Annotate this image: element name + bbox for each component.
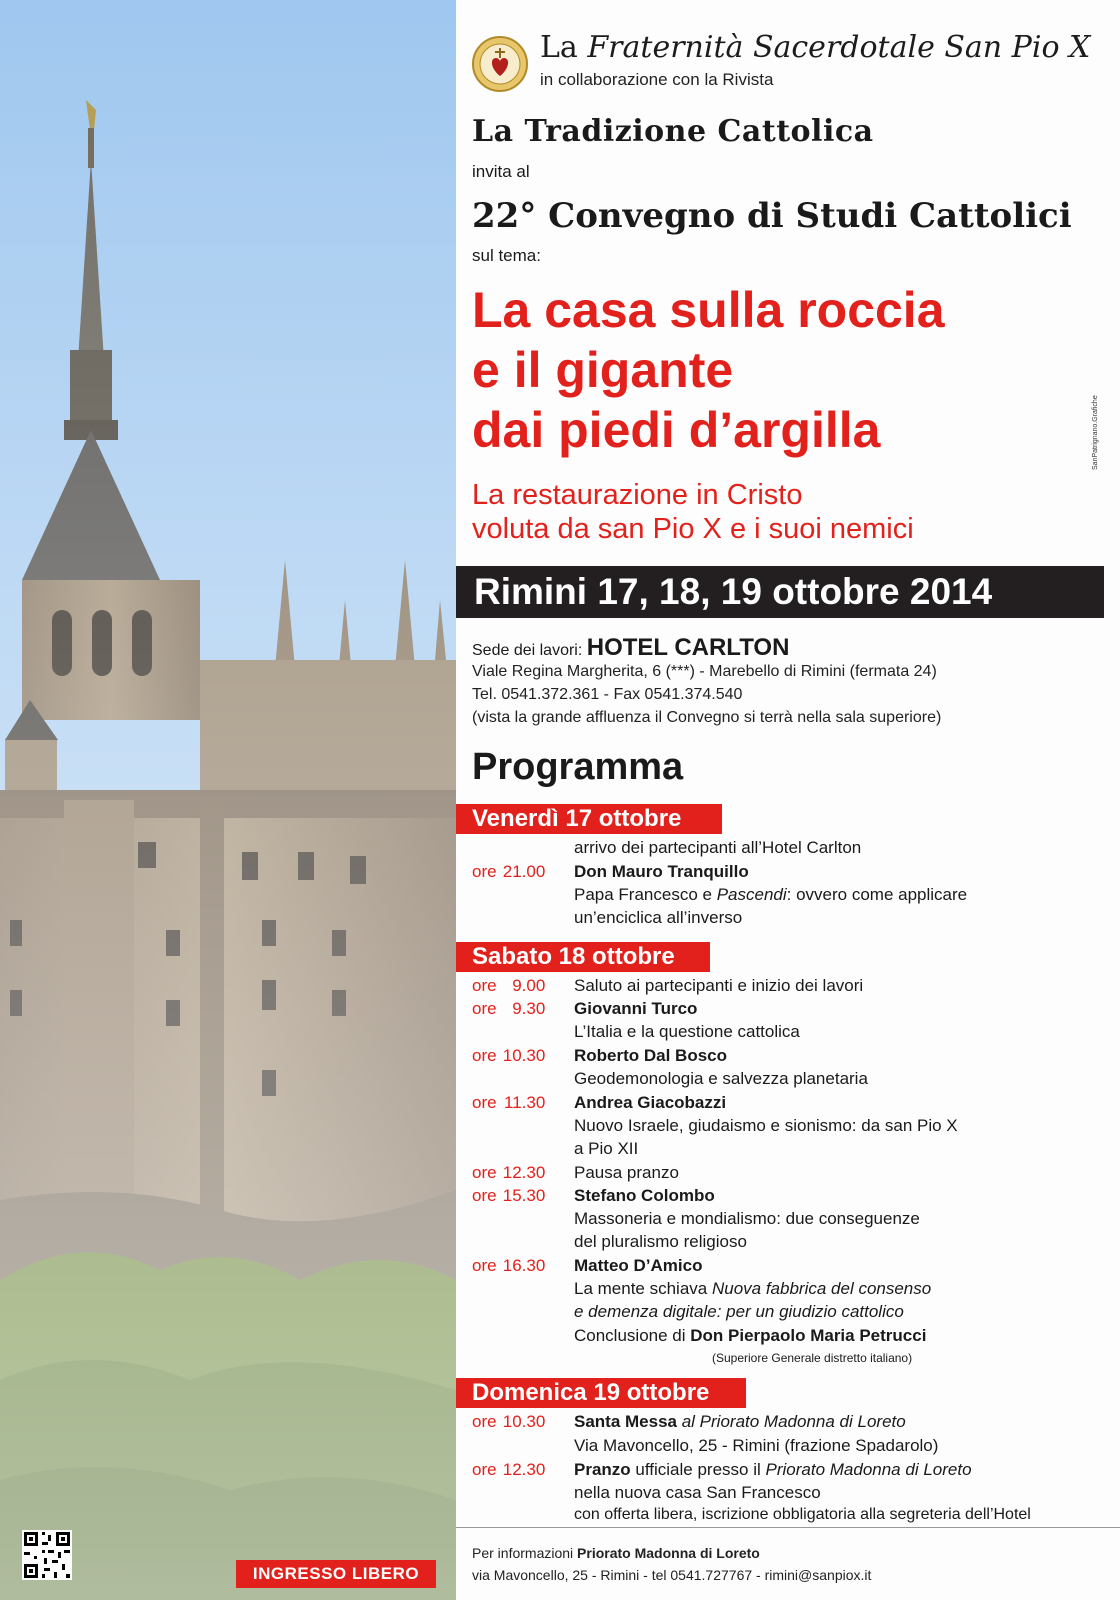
conclusion: Conclusione di Don Pierpaolo Maria Petrucci — [574, 1326, 927, 1345]
venue-phones: Tel. 0541.372.361 - Fax 0541.374.540 — [472, 686, 743, 703]
event-name: 22° Convegno di Studi Cattolici — [472, 196, 1072, 236]
footer-divider — [456, 1527, 1120, 1528]
time-label: ore 9.30 — [472, 999, 546, 1018]
seal-icon — [472, 36, 528, 92]
speaker-name: Stefano Colombo — [574, 1186, 715, 1205]
talk-title: Nuovo Israele, giudaismo e sionismo: da san Pio X — [574, 1116, 958, 1135]
speaker-name: Roberto Dal Bosco — [574, 1046, 728, 1065]
qr-code-icon[interactable] — [22, 1530, 72, 1580]
program-item: Pausa pranzo — [574, 1163, 679, 1182]
program-item: Pranzo ufficiale presso il Priorato Madonna di Loreto — [574, 1460, 972, 1479]
program-detail: con offerta libera, iscrizione obbligatoria alla segreteria dell’Hotel — [574, 1506, 1031, 1523]
title-line: La casa sulla roccia — [472, 282, 945, 338]
program-title: Programma — [472, 746, 684, 788]
time-label: ore 21.00 — [472, 862, 546, 881]
time-label: ore 10.30 — [472, 1412, 546, 1431]
venue-name: HOTEL CARLTON — [586, 634, 790, 661]
footer-info: Per informazioni Priorato Madonna di Loreto — [472, 1545, 760, 1561]
title-line: e il gigante — [472, 342, 734, 398]
entry-badge: INGRESSO LIBERO — [236, 1560, 436, 1588]
program-detail: nella nuova casa San Francesco — [574, 1483, 821, 1502]
venue-address: Viale Regina Margherita, 6 (***) - Marebello di Rimini (fermata 24) — [472, 663, 937, 680]
organization-prefix: La — [540, 30, 578, 65]
talk-title: del pluralismo religioso — [574, 1232, 747, 1251]
time-label: ore 9.00 — [472, 976, 546, 995]
time-label: ore 12.30 — [472, 1163, 546, 1182]
time-label: ore 10.30 — [472, 1046, 546, 1065]
speaker-name: Don Mauro Tranquillo — [574, 862, 749, 881]
day-saturday: Sabato 18 ottobre — [456, 942, 710, 972]
time-label: ore 16.30 — [472, 1256, 546, 1275]
organization-name — [540, 30, 1090, 65]
venue-row — [472, 634, 789, 662]
right-column — [456, 0, 1120, 1600]
day-friday: Venerdì 17 ottobre — [456, 804, 722, 834]
speaker-name: Andrea Giacobazzi — [574, 1093, 727, 1112]
program-item: arrivo dei partecipanti all’Hotel Carlton — [574, 838, 862, 857]
date-band: Rimini 17, 18, 19 ottobre 2014 — [456, 566, 1104, 618]
subtitle-line: La restaurazione in Cristo — [472, 479, 803, 511]
organization-title: Fraternità Sacerdotale San Pio X — [587, 30, 1091, 65]
topic-intro: sul tema: — [472, 246, 541, 265]
main-title — [472, 280, 945, 460]
talk-title: Massoneria e mondialismo: due conseguenze — [574, 1209, 920, 1228]
speaker-name: Matteo D’Amico — [574, 1256, 703, 1275]
conclusion-note: (Superiore Generale distretto italiano) — [712, 1351, 913, 1365]
venue-label: Sede dei lavori: — [472, 642, 583, 659]
invite-text: invita al — [472, 162, 530, 181]
subtitle-line: voluta da san Pio X e i suoi nemici — [472, 513, 914, 545]
talk-title: Geodemonologia e salvezza planetaria — [574, 1069, 868, 1088]
time-label: ore 11.30 — [472, 1093, 546, 1112]
side-credit: SanPatrignano.Grafiche — [1092, 395, 1099, 470]
day-sunday: Domenica 19 ottobre — [456, 1378, 746, 1408]
talk-title: a Pio XII — [574, 1139, 639, 1158]
talk-title: e demenza digitale: per un giudizio cattolico — [574, 1302, 904, 1321]
title-line: dai piedi d’argilla — [472, 402, 881, 458]
talk-title: un’enciclica all’inverso — [574, 908, 743, 927]
time-label: ore 12.30 — [472, 1460, 546, 1479]
venue-note: (vista la grande affluenza il Convegno si terrà nella sala superiore) — [472, 709, 942, 726]
talk-title: La mente schiava Nuova fabbrica del consenso — [574, 1279, 932, 1298]
program-item: Santa Messa al Priorato Madonna di Loreto — [574, 1412, 906, 1431]
program-item: Saluto ai partecipanti e inizio dei lavori — [574, 976, 864, 995]
speaker-name: Giovanni Turco — [574, 999, 698, 1018]
time-label: ore 15.30 — [472, 1186, 546, 1205]
subtitle — [472, 478, 914, 546]
program-detail: Via Mavoncello, 25 - Rimini (frazione Spadarolo) — [574, 1436, 939, 1455]
collaboration-text: in collaborazione con la Rivista — [540, 70, 774, 89]
magazine-name: La Tradizione Cattolica — [472, 114, 874, 149]
footer-contact[interactable]: via Mavoncello, 25 - Rimini - tel 0541.727767 - rimini@sanpiox.it — [472, 1567, 872, 1583]
abbey-photo — [0, 0, 456, 1600]
talk-title: Papa Francesco e Pascendi: ovvero come applicare — [574, 885, 968, 904]
talk-title: L’Italia e la questione cattolica — [574, 1022, 800, 1041]
